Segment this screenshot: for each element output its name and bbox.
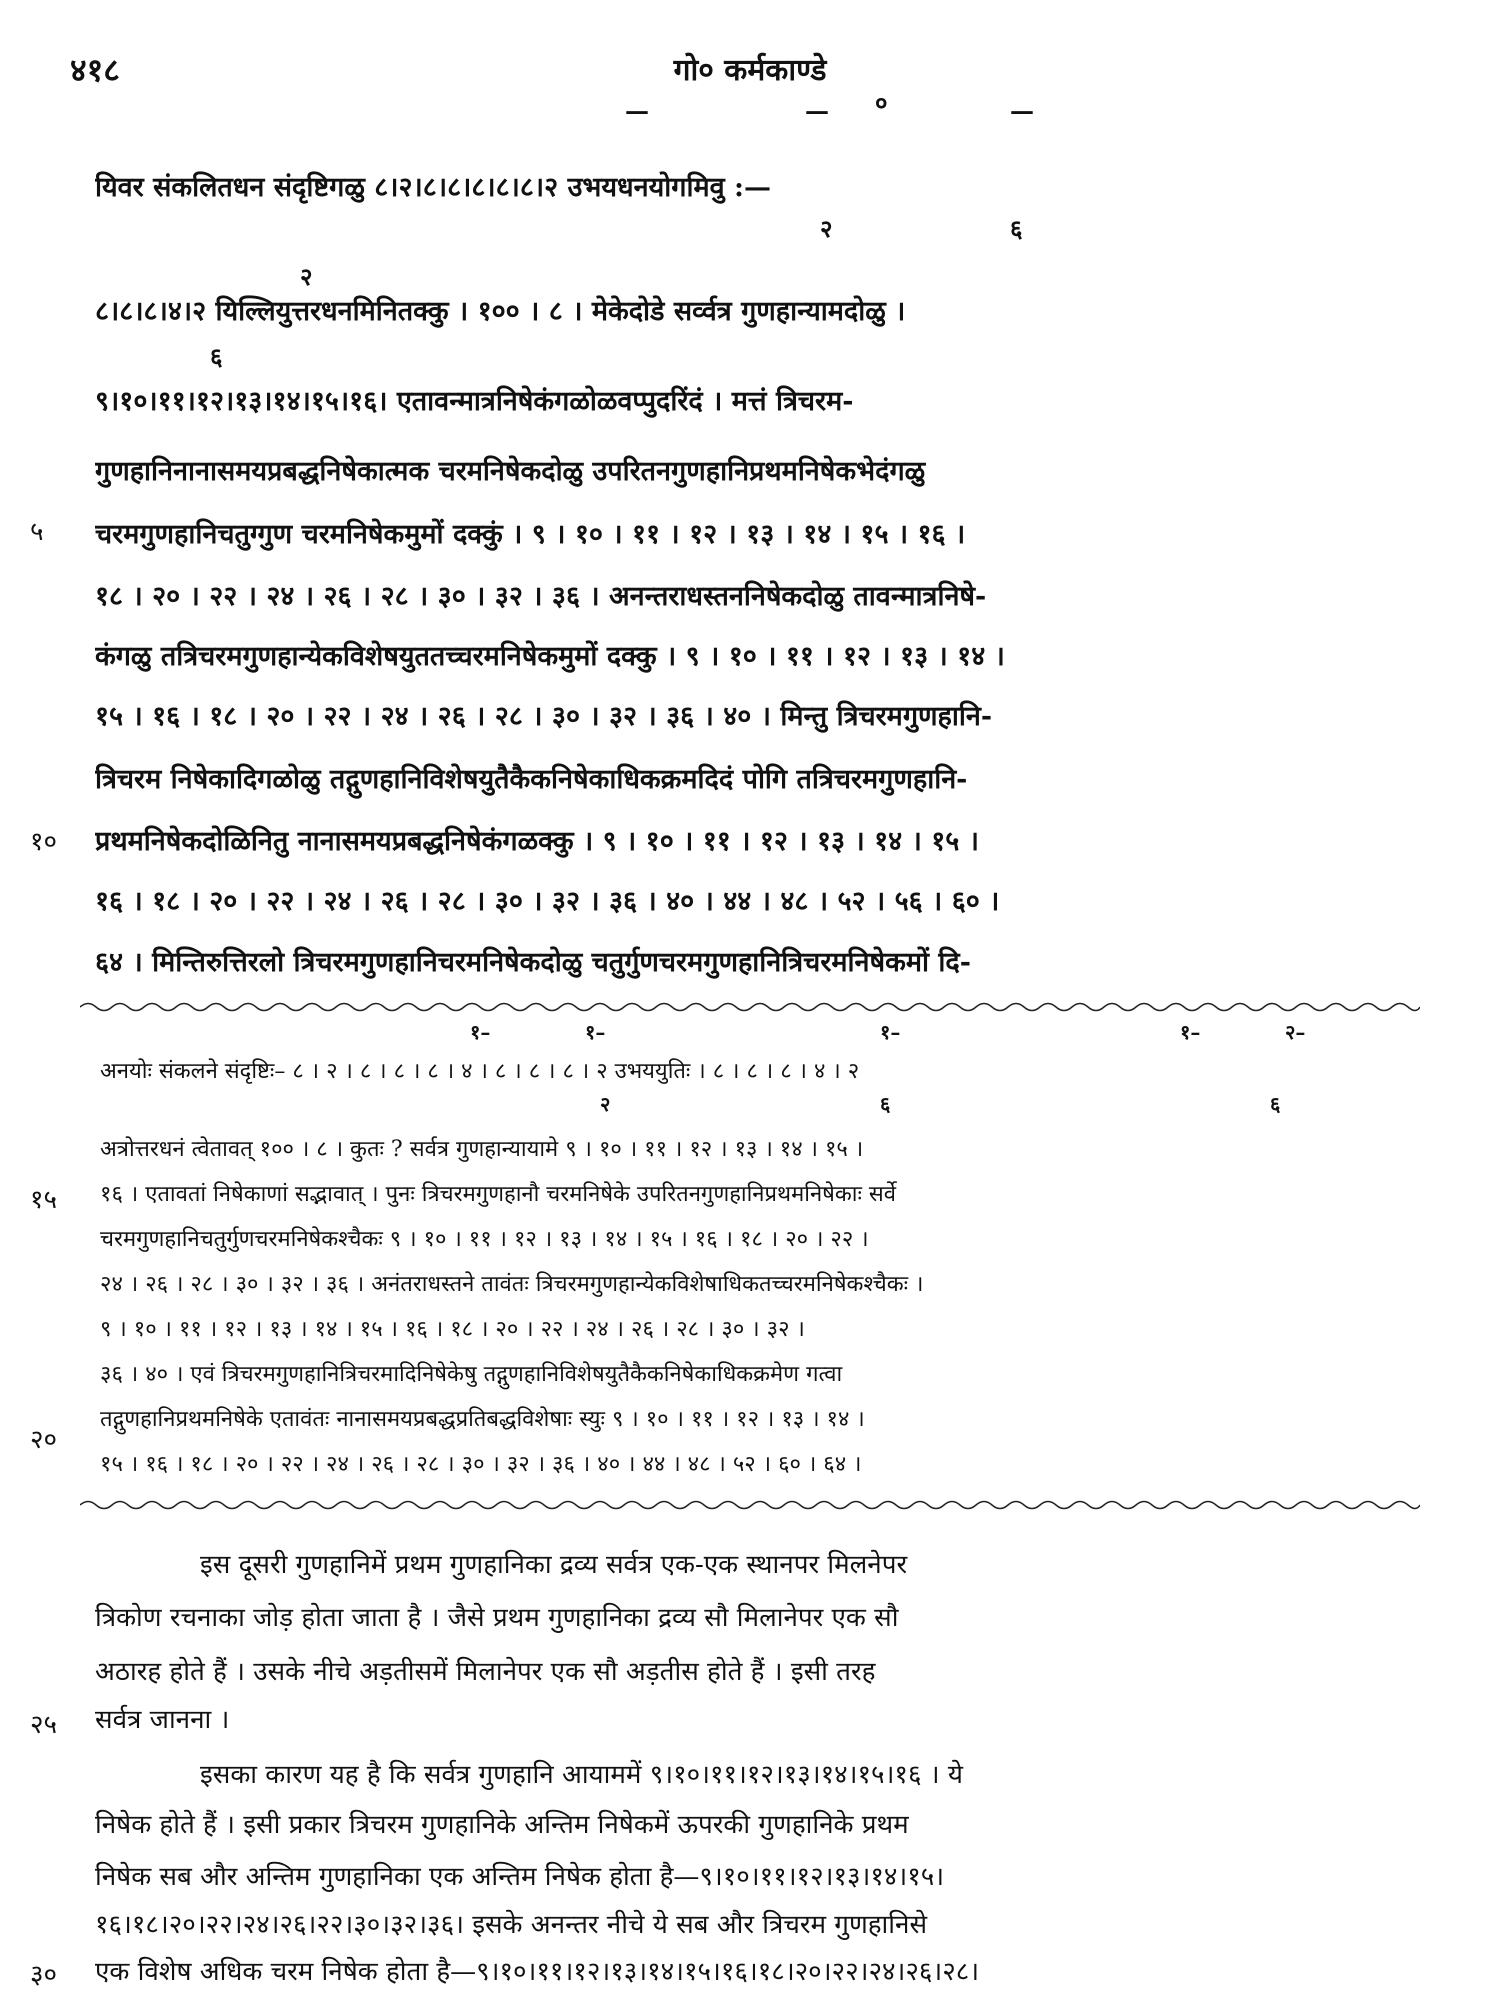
subscript-mark: ६ [1270, 1092, 1281, 1116]
superscript-mark: २ [300, 262, 313, 291]
line-number: २० [30, 1425, 58, 1455]
zero-mark: ० [875, 88, 888, 117]
overbar-mark: १– [880, 1020, 901, 1044]
text-line: १६ । १८ । २० । २२ । २४ । २६ । २८ । ३० । ३२ । ३६ । ४० । ४४ । ४८ । ५२ । ५६ । ६० । [95, 886, 1000, 917]
text-line: त्रिकोण रचनाका जोड़ होता जाता है । जैसे प्रथम गुणहानिका द्रव्य सौ मिलानेपर एक सौ [95, 1603, 899, 1633]
text-line: ८।८।८।४।२ यिल्लियुत्तरधनमिनितक्कु । १०० । ८ । मेकेदोडे सर्व्वत्र गुणहान्यामदोळु । [95, 296, 906, 327]
text-line: चरमगुणहानिचतुर्गुणचरमनिषेकश्चैकः ९ । १० । ११ । १२ । १३ । १४ । १५ । १६ । १८ । २० । २२ । [100, 1227, 869, 1252]
subscript-mark: ६ [880, 1092, 891, 1116]
text-line: त्रिचरम निषेकादिगळोळु तद्गुणहानिविशेषयुतैकैकनिषेकाधिकक्रमदिदं पोगि तत्रिचरमगुणहानि- [95, 764, 968, 795]
overbar-mark: — [1010, 96, 1034, 125]
text-line: २४ । २६ । २८ । ३० । ३२ । ३६ । अनंतराधस्तने तावंतः त्रिचरमगुणहान्येकविशेषाधिकतच्चरमनिषेकश्चैकः । [100, 1272, 924, 1297]
text-line: चरमगुणहानिचतुग्गुण चरमनिषेकमुमों दक्कुं । ९ । १० । ११ । १२ । १३ । १४ । १५ । १६ । [95, 519, 966, 550]
subscript-mark: २ [820, 214, 833, 243]
wavy-divider [80, 1000, 1420, 1014]
text-line: ९।१०।११।१२।१३।१४।१५।१६। एतावन्मात्रनिषेकंगळोळवप्पुदरिंदं । मत्तं त्रिचरम- [95, 386, 854, 417]
text-line: १६ । एतावतां निषेकाणां सद्भावात् । पुनः त्रिचरमगुणहानौ चरमनिषेके उपरितनगुणहानिप्रथमनिषेकाः सर्वे [100, 1182, 896, 1207]
text-line: यिवर संकलितधन संदृष्टिगळु ८।२।८।८।८।८।८।२ उभयधनयोगमिवु :— [95, 172, 771, 203]
text-line: १८ । २० । २२ । २४ । २६ । २८ । ३० । ३२ । ३६ । अनन्तराधस्तननिषेकदोळु तावन्मात्रनिषे- [95, 581, 987, 612]
text-line: तद्गुणहानिप्रथमनिषेके एतावंतः नानासमयप्रबद्धप्रतिबद्धविशेषाः स्युः ९ । १० । ११ । १२ । १३ । १४ । [100, 1407, 865, 1432]
line-number: २५ [30, 1710, 58, 1740]
wavy-divider [80, 1498, 1420, 1512]
text-line: ३६ । ४० । एवं त्रिचरमगुणहानित्रिचरमादिनिषेकेषु तद्गुणहानिविशेषयुतैकैकनिषेकाधिकक्रमेण गत्वा [100, 1362, 843, 1387]
text-line: निषेक सब और अन्तिम गुणहानिका एक अन्तिम निषेक होता है—९।१०।११।१२।१३।१४।१५। [95, 1862, 945, 1892]
overbar-mark: २– [1285, 1020, 1306, 1044]
text-line: कंगळु तत्रिचरमगुणहान्येकविशेषयुततच्चरमनिषेकमुमों दक्कु । ९ । १० । ११ । १२ । १३ । १४ । [95, 641, 1005, 672]
overbar-mark: १– [585, 1020, 606, 1044]
running-title: गो० कर्मकाण्डे [673, 53, 827, 88]
formula-line: अनयोः संकलने संदृष्टिः– ८ । २ । ८ । ८ । ८ । ४ । ८ । ८ । ८ । २ उभययुतिः । ८ । ८ । ८ । ४ । २ [100, 1059, 860, 1084]
subscript-mark: २ [600, 1092, 611, 1116]
overbar-mark: १– [470, 1020, 491, 1044]
text-line: १५ । १६ । १८ । २० । २२ । २४ । २६ । २८ । ३० । ३२ । ३६ । ४० । ४४ । ४८ । ५२ । ६० । ६४ । [100, 1452, 862, 1477]
text-line: १६।१८।२०।२२।२४।२६।२२।३०।३२।३६। इसके अनन्तर नीचे ये सब और त्रिचरम गुणहानिसे [95, 1910, 928, 1940]
subscript-mark: ६ [1010, 214, 1023, 243]
text-line: निषेक होते हैं । इसी प्रकार त्रिचरम गुणहानिके अन्तिम निषेकमें ऊपरकी गुणहानिके प्रथम [95, 1810, 909, 1840]
page-number: ४१८ [70, 51, 120, 89]
text-line: ९ । १० । ११ । १२ । १३ । १४ । १५ । १६ । १८ । २० । २२ । २४ । २६ । २८ । ३० । ३२ । [100, 1317, 805, 1342]
overbar-mark: — [625, 96, 649, 125]
text-line: प्रथमनिषेकदोळिनितु नानासमयप्रबद्धनिषेकंगळक्कु । ९ । १० । ११ । १२ । १३ । १४ । १५ । [95, 826, 979, 857]
line-number: १० [30, 827, 58, 857]
text-line: अत्रोत्तरधनं त्वेतावत् १०० । ८ । कुतः ? सर्वत्र गुणहान्यायामे ९ । १० । ११ । १२ । १३ । १४ । १५ । [100, 1137, 864, 1162]
text-line: अठारह होते हैं । उसके नीचे अड़तीसमें मिलानेपर एक सौ अड़तीस होते हैं । इसी तरह [95, 1657, 876, 1687]
text-line: इसका कारण यह है कि सर्वत्र गुणहानि आयाममें ९।१०।११।१२।१३।१४।१५।१६ । ये [200, 1760, 963, 1790]
text-line: ६४ । मिन्तिरुत्तिरलो त्रिचरमगुणहानिचरमनिषेकदोळु चतुर्गुणचरमगुणहानित्रिचरमनिषेकमों दि- [95, 947, 971, 978]
text-line: सर्वत्र जानना । [95, 1705, 230, 1735]
text-line: १५ । १६ । १८ । २० । २२ । २४ । २६ । २८ । ३० । ३२ । ३६ । ४० । मिन्तु त्रिचरमगुणहानि- [95, 701, 993, 732]
line-number: १५ [30, 1185, 58, 1215]
text-line: एक विशेष अधिक चरम निषेक होता है—९।१०।११।१२।१३।१४।१५।१६।१८।२०।२२।२४।२६।२८। [95, 1957, 980, 1987]
line-number: ५ [30, 517, 44, 547]
overbar-mark: — [805, 96, 829, 125]
subscript-mark: ६ [210, 342, 223, 371]
text-line: गुणहानिनानासमयप्रबद्धनिषेकात्मक चरमनिषेकदोळु उपरितनगुणहानिप्रथमनिषेकभेदंगळु [95, 456, 926, 487]
overbar-mark: १– [1180, 1020, 1201, 1044]
line-number: ३० [30, 1960, 58, 1990]
text-line: इस दूसरी गुणहानिमें प्रथम गुणहानिका द्रव्य सर्वत्र एक-एक स्थानपर मिलनेपर [200, 1550, 908, 1580]
